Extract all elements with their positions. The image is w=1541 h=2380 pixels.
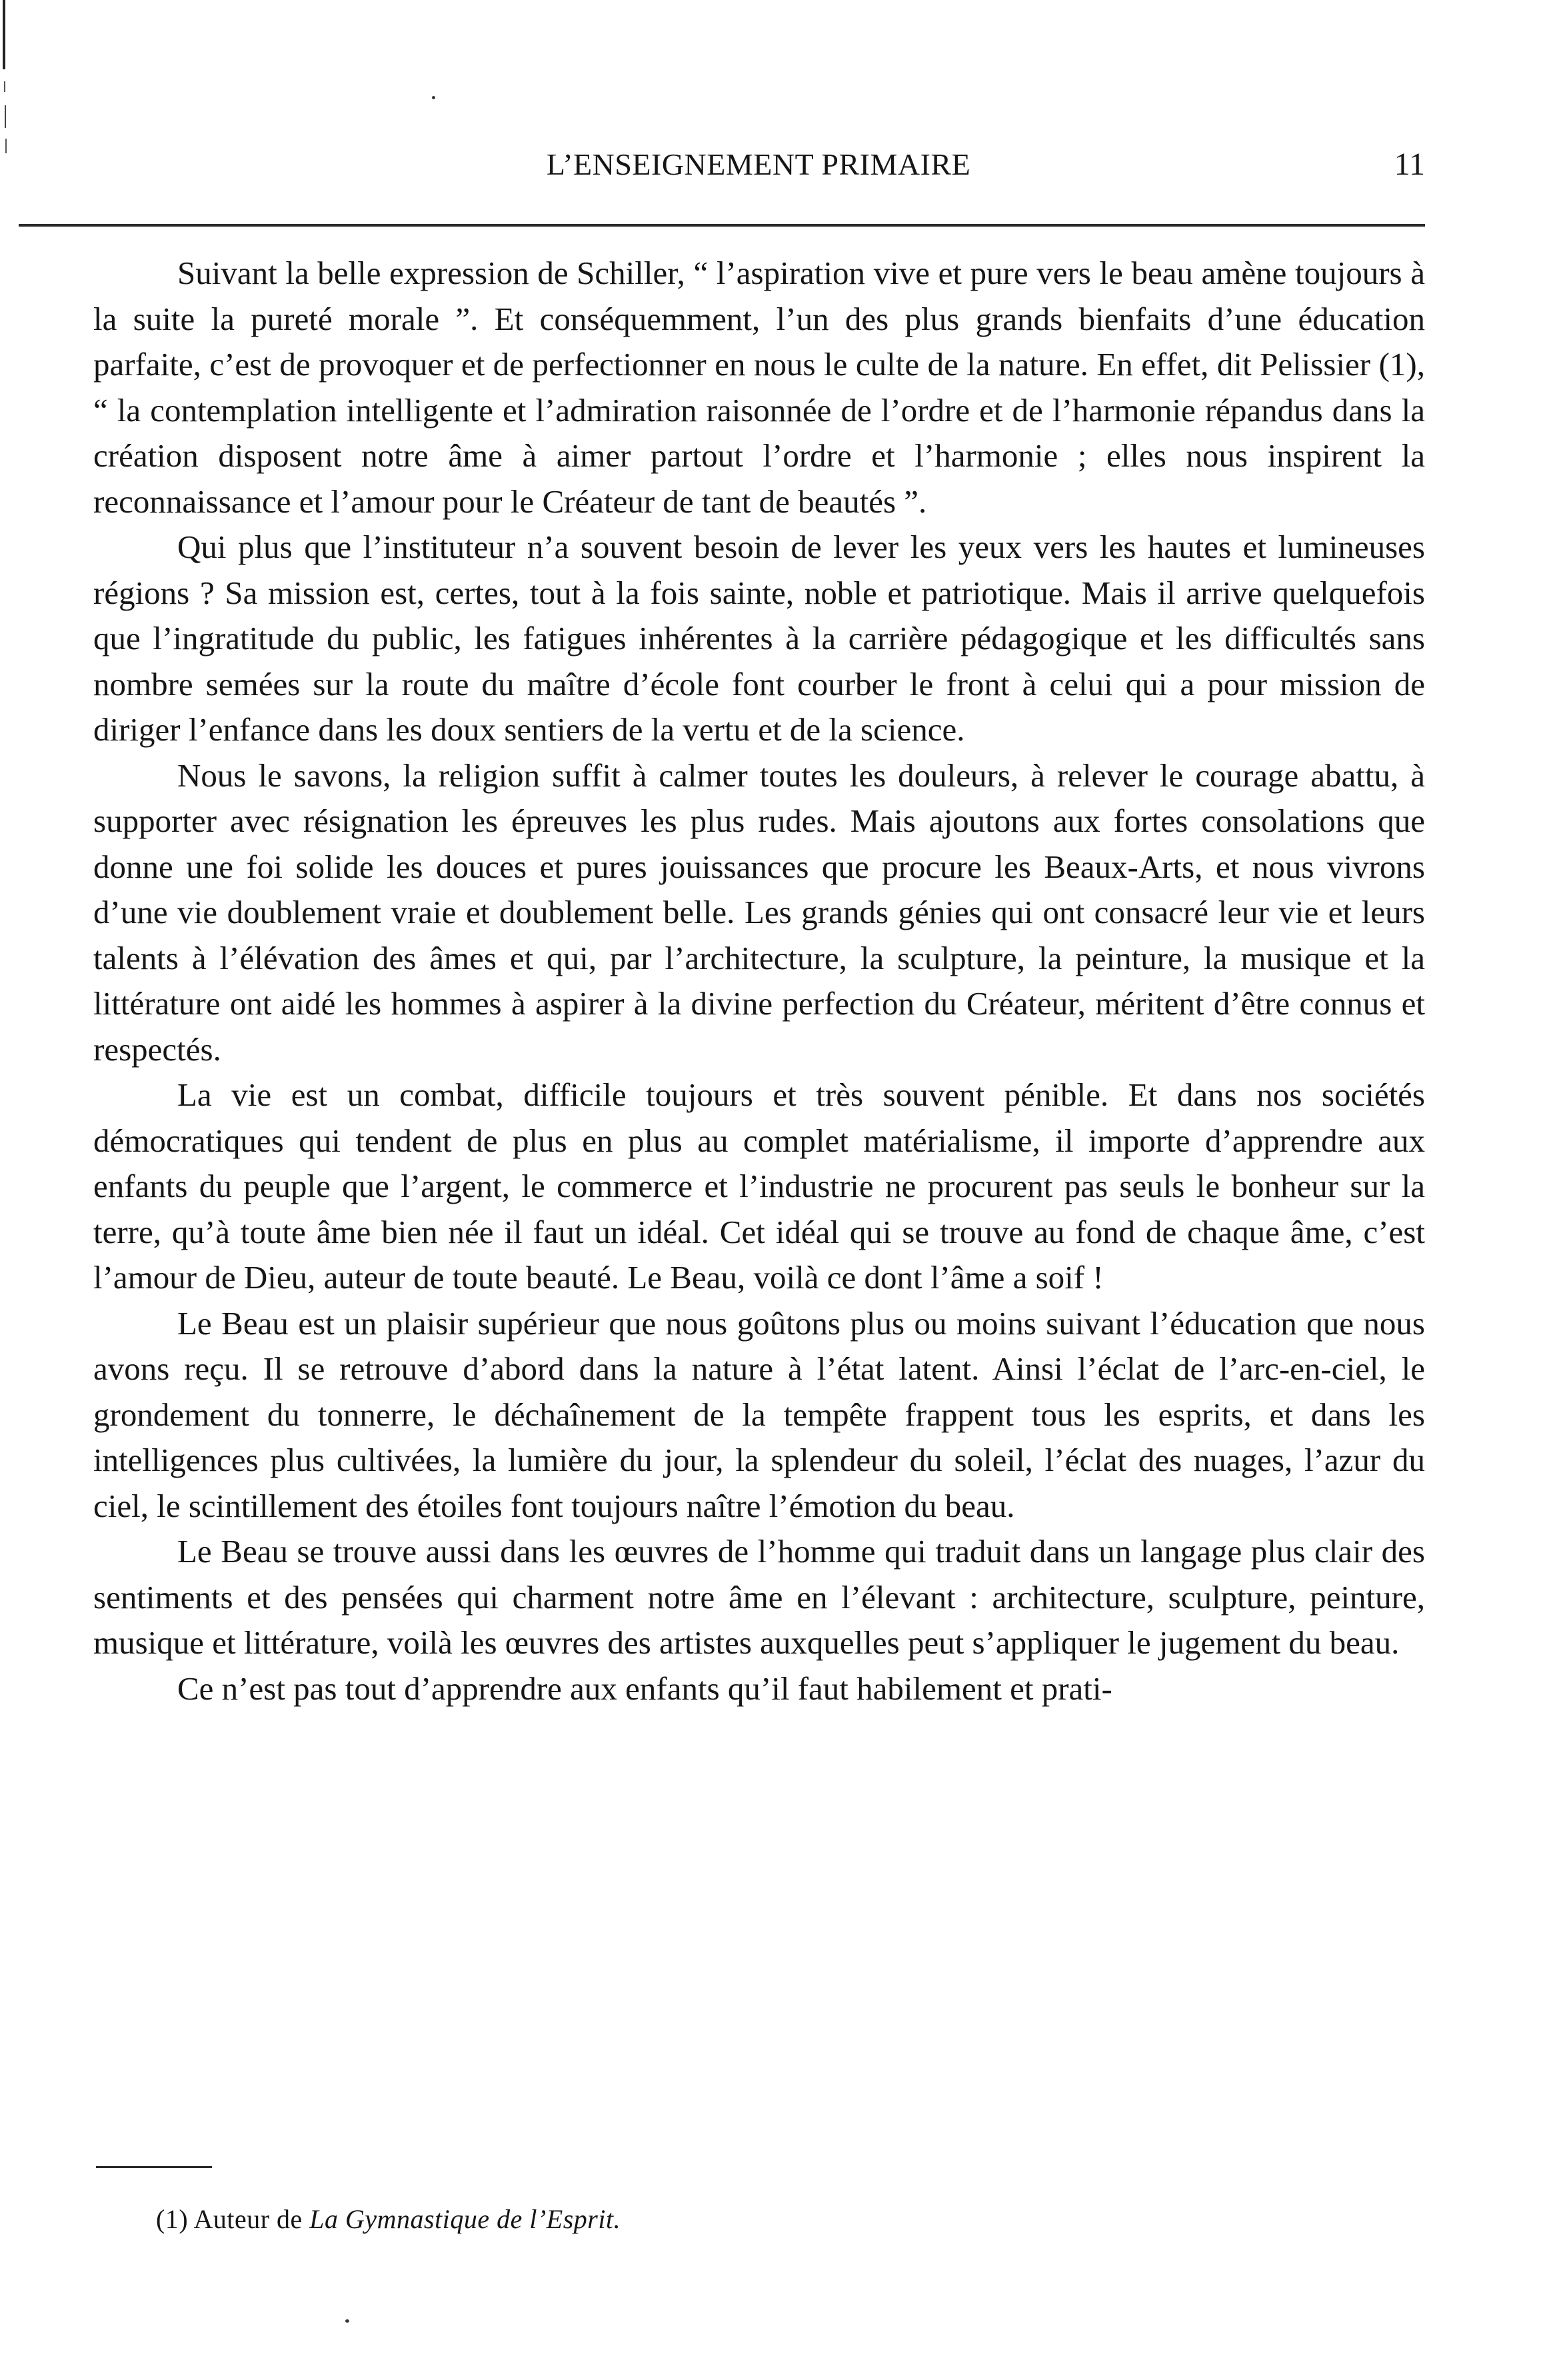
paragraph-instituteur: Qui plus que l’instituteur n’a souvent besoin de lever les yeux vers les hautes et lumineuses régions ? Sa mission est, certes, tout à la fois sainte, noble et patriotique. Mais il arrive quelquefois que l’ingratitude du public, les fatigues inhérentes à la carrière pédagogique et les difficultés sans nombre semées sur la route du maître d’école font courber le front à celui qui a pour mission de diriger l’enfance dans les doux sentiers de la vertu et de la science.: [93, 529, 1425, 748]
ink-speck: [432, 96, 435, 99]
header-rule: [19, 224, 1425, 227]
paragraph-religion: Nous le savons, la religion suffit à calmer toutes les douleurs, à relever le courage abattu, à supporter avec résignation les épreuves les plus rudes. Mais ajoutons aux fortes consolations que donne une foi solide les douces et pures jouissances que procure les Beaux-Arts, et nous vivrons d’une vie doublement vraie et doublement belle. Les grands génies qui ont consacré leur vie et leurs talents à l’élévation des âmes et qui, par l’architecture, la sculpture, la peinture, la musique et la littérature ont aidé les hommes à aspirer à la divine perfection du Créateur, méritent d’être connus et respectés.: [93, 756, 1425, 1068]
page-edge-scan-marks: [0, 0, 16, 173]
page-number: 11: [1394, 147, 1425, 182]
ink-speck: [345, 2319, 349, 2323]
footnote-rule: [96, 2166, 212, 2168]
footnote-lead: Auteur de: [193, 2204, 303, 2234]
paragraph-combat: La vie est un combat, difficile toujours et très souvent pénible. Et dans nos sociétés démocratiques qui tendent de plus en plus au complet matérialisme, il importe d’apprendre aux enfants du peuple que l’argent, le commerce et l’industrie ne procurent pas seuls le bonheur sur la terre, qu’à toute âme bien née il faut un idéal. Cet idéal qui se trouve au fond de chaque âme, c’est l’amour de Dieu, auteur de toute beauté. Le Beau, voilà ce dont l’âme a soif !: [93, 1076, 1425, 1296]
paragraph-beau-oeuvres: Le Beau se trouve aussi dans les œuvres de l’homme qui traduit dans un langage plus clair des sentiments et des pensées qui charment notre âme en l’élevant : architecture, sculpture, peinture, musique et littérature, voilà les œuvres des artistes auxquelles peut s’appliquer le jugement du beau.: [93, 1533, 1425, 1661]
body-text: [93, 251, 1425, 1712]
paragraph-schiller: Suivant la belle expression de Schiller, “ l’aspiration vive et pure vers le beau amène toujours à la suite la pureté morale ”. Et conséquemment, l’un des plus grands bienfaits d’une éducation parfaite, c’est de provoquer et de perfectionner en nous le culte de la nature. En effet, dit Pelissier (1), “ la contemplation intelligente et l’admiration raisonnée de l’ordre et de l’harmonie répandus dans la création disposent notre âme à aimer partout l’ordre et l’harmonie ; elles nous inspirent la reconnaissance et l’amour pour le Créateur de tant de beautés ”.: [93, 255, 1425, 520]
paragraph-continuation: Ce n’est pas tout d’apprendre aux enfants qu’il faut habilement et prati-: [177, 1670, 1112, 1707]
footnote-marker: (1): [156, 2204, 189, 2234]
running-title: L’ENSEIGNEMENT PRIMAIRE: [546, 147, 971, 181]
footnote-work-title: La Gymnastique de l’Esprit.: [309, 2204, 621, 2234]
footnote: [156, 2201, 1356, 2238]
paragraph-beau-nature: Le Beau est un plaisir supérieur que nous goûtons plus ou moins suivant l’éducation que nous avons reçu. Il se retrouve d’abord dans la nature à l’état latent. Ainsi l’éclat de l’arc-en-ciel, le grondement du tonnerre, le déchaînement de la tempête frappent tous les esprits, et dans les intelligences plus cultivées, la lumière du jour, la splendeur du soleil, l’éclat des nuages, l’azur du ciel, le scintillement des étoiles font toujours naître l’émotion du beau.: [93, 1304, 1425, 1524]
running-header: [92, 141, 1425, 188]
